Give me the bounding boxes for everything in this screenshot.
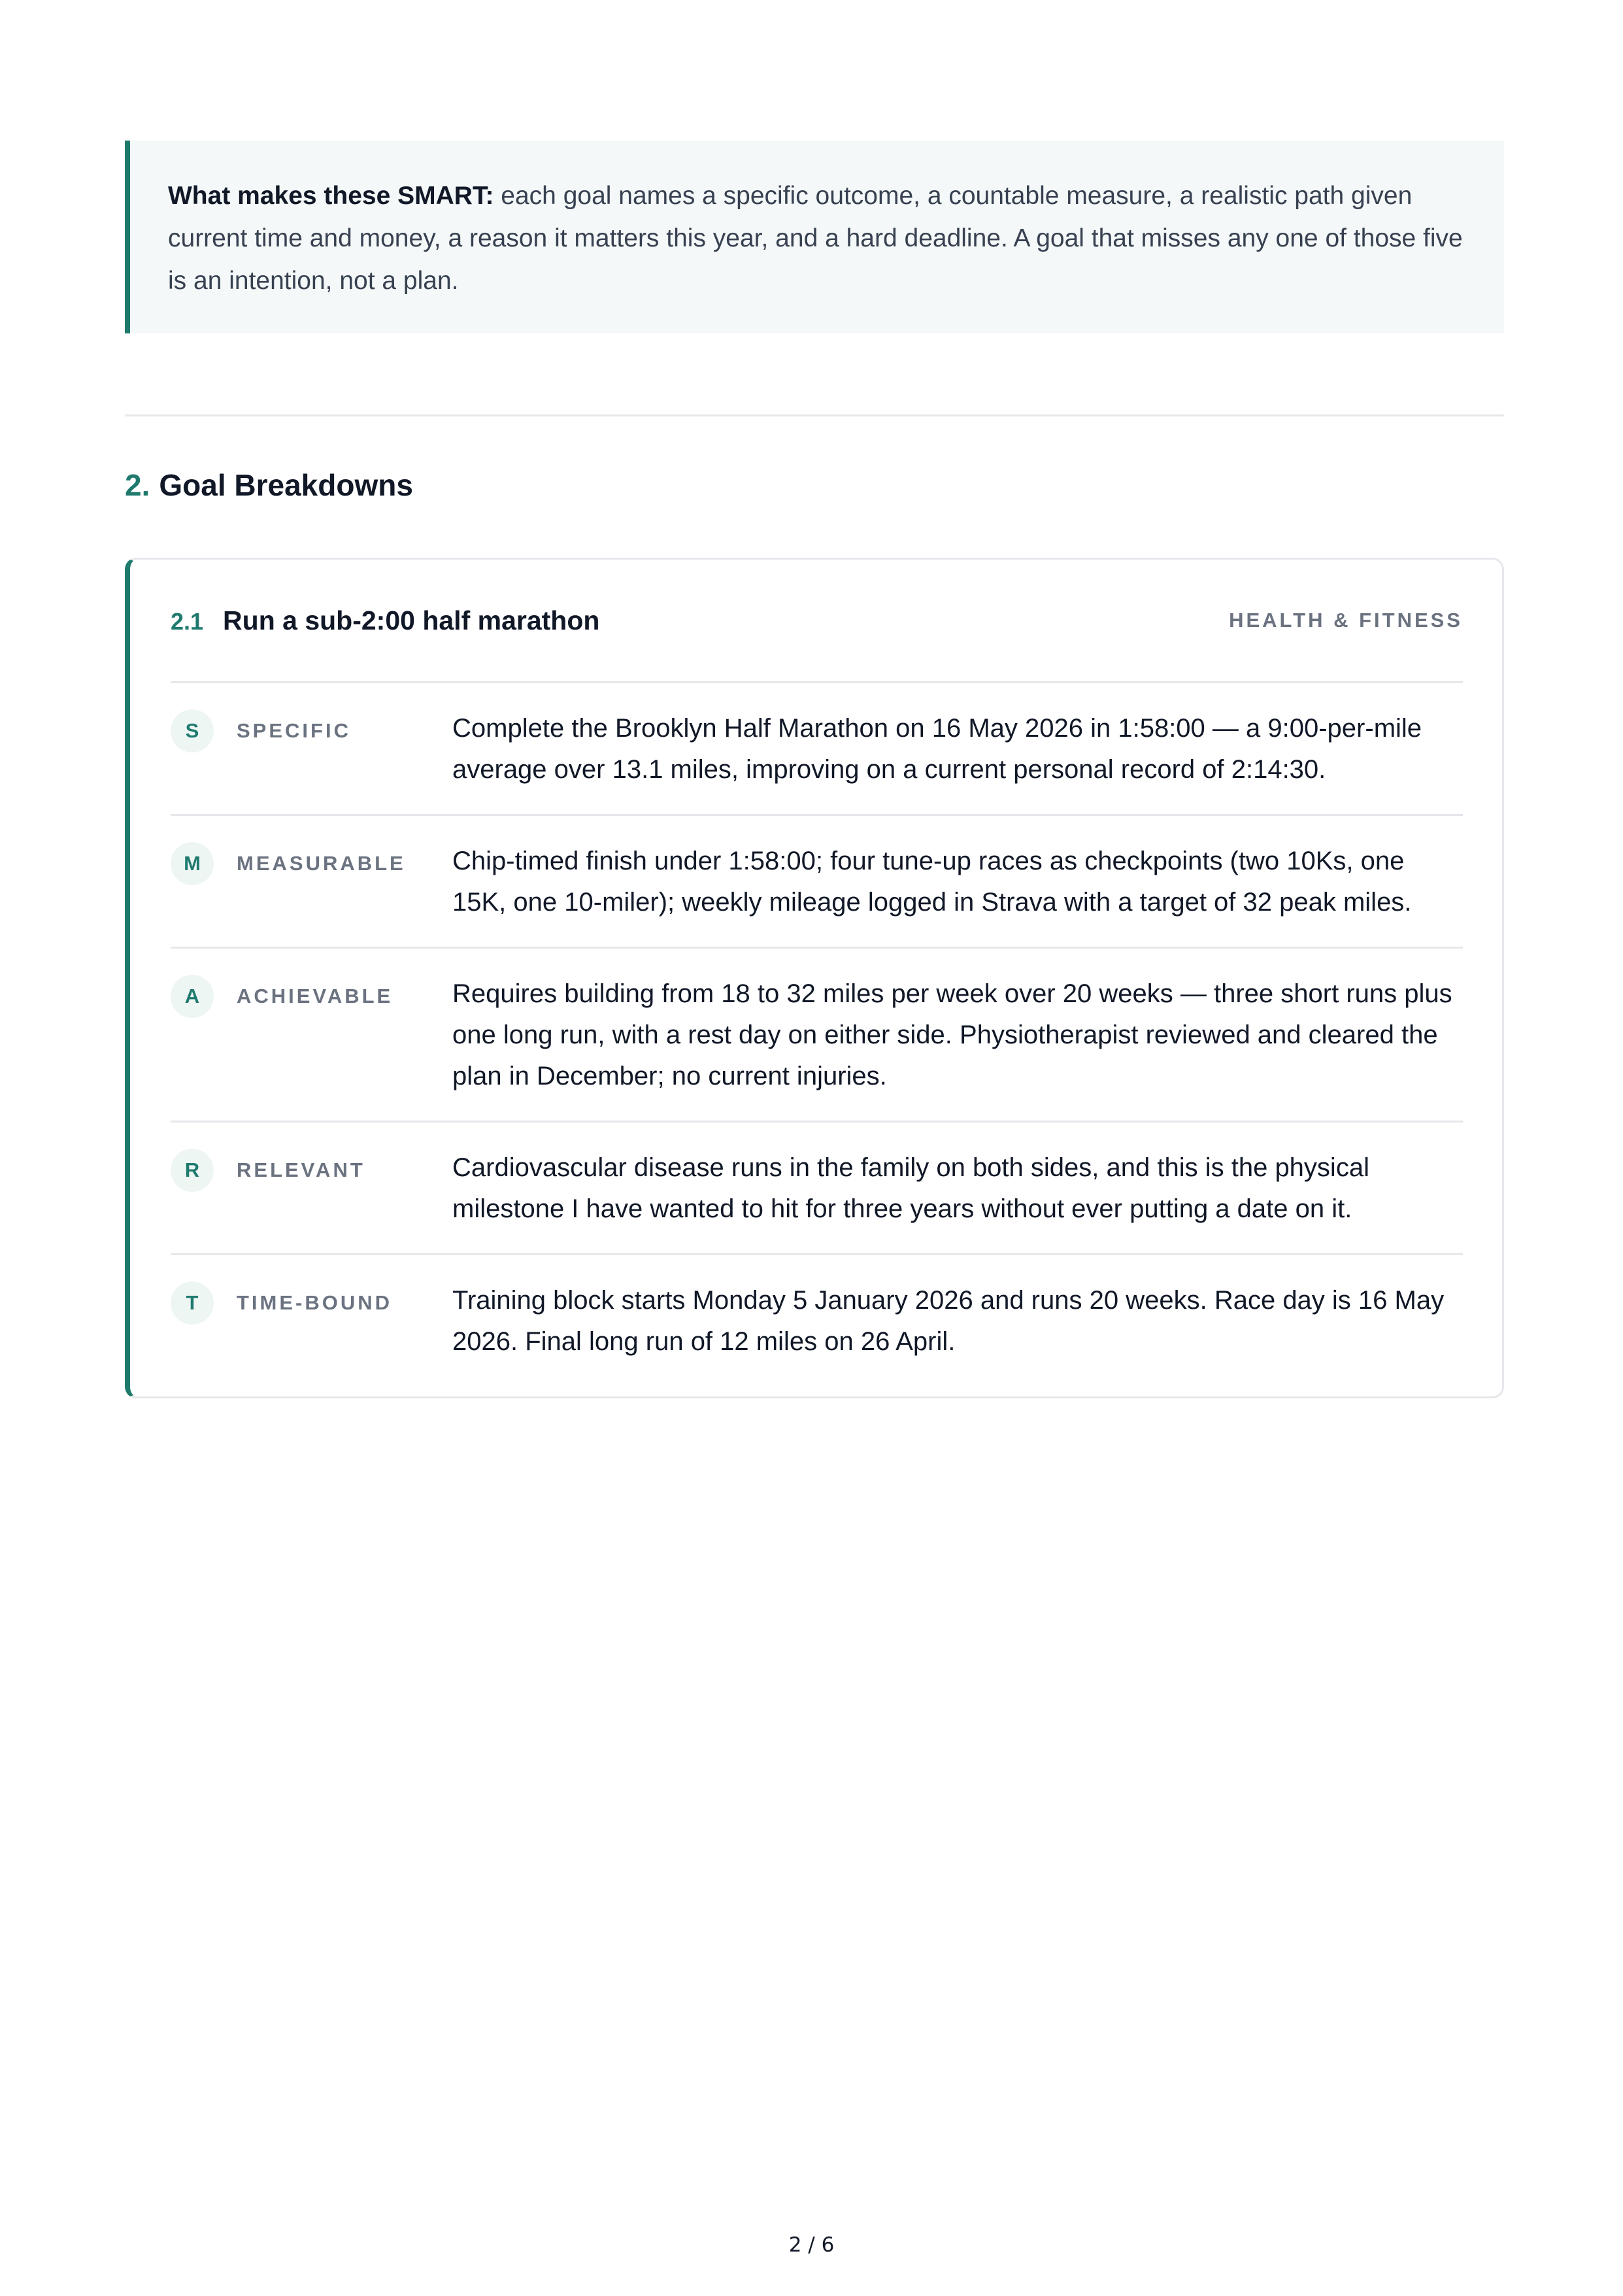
goal-card [125, 558, 1504, 1398]
criterion-text: Cardiovascular disease runs in the family on both sides, and this is the physical milestone I have wanted to hit for three years without ever putting a date on it. [452, 1153, 1369, 1223]
callout-body: each goal names a specific outcome, a countable measure, a realistic path given current time and money, a reason it matters this year, and a hard deadline. A goal that misses any one of those five is an intention, not a plan. [168, 182, 1463, 295]
criterion-label: ACHIEVABLE [237, 985, 393, 1007]
section-heading [125, 467, 1504, 507]
goal-category: HEALTH & FITNESS [1229, 609, 1463, 632]
section-divider [125, 414, 1504, 416]
criterion-row-time-bound [171, 1255, 1463, 1396]
goal-number: 2.1 [171, 607, 204, 635]
smart-callout [125, 141, 1504, 333]
criterion-letter-badge: R [171, 1149, 214, 1192]
criterion-text: Chip-timed finish under 1:58:00; four tune-up races as checkpoints (two 10Ks, one 15K, one 10-miler); weekly mileage logged in Strava with a target of 32 peak miles. [452, 847, 1412, 917]
goal-title: Run a sub-2:00 half marathon [223, 605, 600, 635]
goal-title-wrap [171, 605, 599, 636]
criterion-letter-badge: M [171, 842, 214, 885]
criterion-label: MEASURABLE [237, 852, 406, 875]
criterion-text: Requires building from 18 to 32 miles per week over 20 weeks — three short runs plus one long run, with a rest day on either side. Physiotherapist reviewed and cleared the plan in December; no current injuries. [452, 979, 1452, 1090]
section-title: Goal Breakdowns [159, 468, 413, 502]
criterion-letter-badge: S [171, 709, 214, 752]
document-page [125, 141, 1504, 1398]
criterion-label: TIME-BOUND [237, 1291, 393, 1314]
criterion-text: Training block starts Monday 5 January 2026 and runs 20 weeks. Race day is 16 May 2026. Final long run of 12 miles on 26 April. [452, 1286, 1445, 1356]
criterion-label: RELEVANT [237, 1158, 365, 1181]
criterion-row-specific [171, 683, 1463, 816]
criterion-row-relevant [171, 1123, 1463, 1255]
page-number: 2 / 6 [788, 2233, 835, 2257]
criterion-letter-badge: A [171, 975, 214, 1018]
criterion-label: SPECIFIC [237, 719, 351, 742]
criterion-row-achievable [171, 949, 1463, 1123]
section-number: 2. [125, 468, 150, 502]
criterion-row-measurable [171, 816, 1463, 949]
callout-lead: What makes these SMART: [168, 182, 494, 210]
goal-header [171, 560, 1463, 683]
criterion-letter-badge: T [171, 1281, 214, 1325]
criterion-text: Complete the Brooklyn Half Marathon on 16 May 2026 in 1:58:00 — a 9:00-per-mile average over 13.1 miles, improving on a current personal record of 2:14:30. [452, 714, 1422, 784]
